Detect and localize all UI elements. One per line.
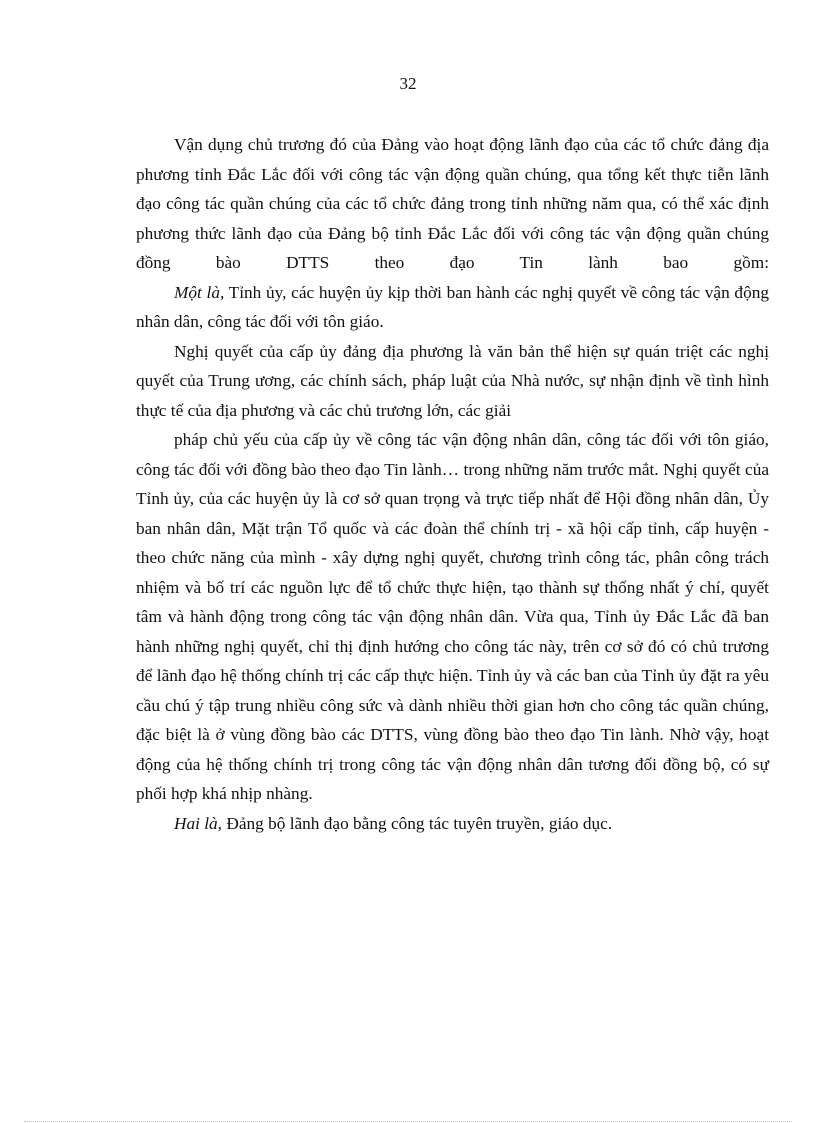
paragraph-nghi-quyet — [136, 337, 769, 426]
paragraph-lead-mot-la: Một là, — [174, 282, 225, 302]
page-bottom-divider — [24, 1121, 792, 1122]
paragraph-intro — [136, 130, 769, 278]
paragraph-mot-la-text: Tỉnh ủy, các huyện ủy kịp thời ban hành các nghị quyết về công tác vận động nhân dân, công tác đối với tôn giáo. — [136, 282, 769, 331]
paragraph-mot-la — [136, 278, 769, 337]
paragraph-giai-phap — [136, 425, 769, 809]
paragraph-nghi-quyet-text: Nghị quyết của cấp ủy đảng địa phương là văn bản thể hiện sự quán triệt các nghị quyết của Trung ương, các chính sách, pháp luật của Nhà nước, sự nhận định về tình hình thực tế của địa phương và các chủ trương lớn, các giải — [136, 341, 769, 420]
paragraph-intro-text: Vận dụng chủ trương đó của Đảng vào hoạt động lãnh đạo của các tổ chức đảng địa phương tỉnh Đắc Lắc đối với công tác vận động quần chúng, qua tổng kết thực tiễn lãnh đạo công tác quần chúng của các tổ chức đảng trong tỉnh những năm qua, có thể xác định phương thức lãnh đạo của Đảng bộ tỉnh Đắc Lắc đối với công tác vận động quần chúng đồng bào DTTS theo đạo Tin lành bao gồm: — [136, 135, 769, 272]
document-body — [136, 130, 769, 838]
paragraph-giai-phap-text: pháp chủ yếu của cấp ủy về công tác vận động nhân dân, công tác đối với tôn giáo, công tác đối với đồng bào theo đạo Tin lành… trong những năm trước mắt. Nghị quyết của Tỉnh ủy, của các huyện ủy là cơ sở quan trọng và trực tiếp nhất để Hội đồng nhân dân, Ủy ban nhân dân, Mặt trận Tổ quốc và các đoàn thể chính trị - xã hội cấp tỉnh, cấp huyện - theo chức năng của mình - xây dựng nghị quyết, chương trình công tác, phân công trách nhiệm và bố trí các nguồn lực để tổ chức thực hiện, tạo thành sự thống nhất ý chí, quyết tâm và hành động trong công tác vận động nhân dân. Vừa qua, Tỉnh ủy Đắc Lắc đã ban hành những nghị quyết, chỉ thị định hướng cho công tác này, trên cơ sở đó có chủ trương để lãnh đạo hệ thống chính trị các cấp thực hiện. Tỉnh ủy và các ban của Tỉnh ủy đặt ra yêu cầu chú ý tập trung nhiều công sức và dành nhiều thời gian hơn cho công tác quần chúng, đặc biệt là ở vùng đồng bào các DTTS, vùng đồng bào theo đạo Tin lành. Nhờ vậy, hoạt động của hệ thống chính trị trong công tác vận động nhân dân tương đối đồng bộ, có sự phối hợp khá nhịp nhàng. — [136, 430, 769, 803]
paragraph-hai-la-text: Đảng bộ lãnh đạo bằng công tác tuyên truyền, giáo dục. — [222, 813, 613, 833]
paragraph-lead-hai-la: Hai là, — [174, 813, 223, 833]
page-number: 32 — [399, 74, 417, 93]
paragraph-hai-la — [136, 809, 769, 839]
